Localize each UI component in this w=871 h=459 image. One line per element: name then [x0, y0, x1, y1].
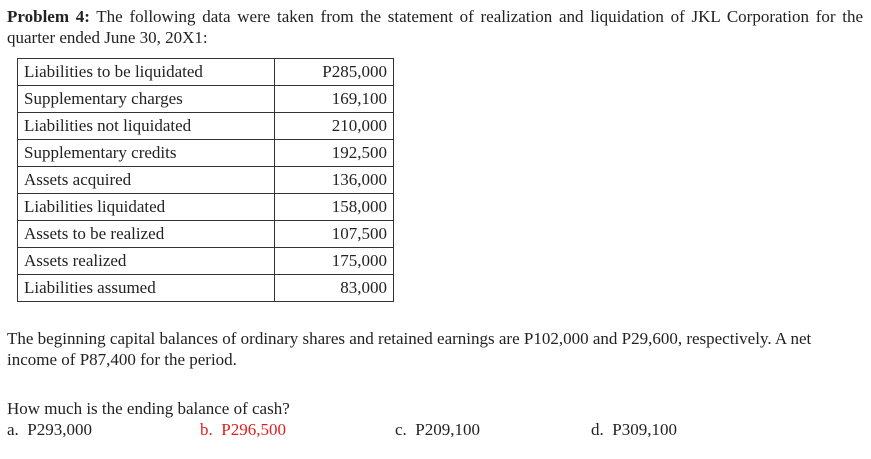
row-amount: 192,500: [275, 140, 394, 167]
table-row: [18, 275, 394, 302]
table-row: [18, 221, 394, 248]
row-item: Liabilities liquidated: [18, 194, 275, 221]
table-row: [18, 86, 394, 113]
row-item: Supplementary charges: [18, 86, 275, 113]
choice-value: P293,000: [27, 420, 93, 439]
row-amount: 169,100: [275, 86, 394, 113]
table-row: [18, 167, 394, 194]
row-amount: 158,000: [275, 194, 394, 221]
row-item: Supplementary credits: [18, 140, 275, 167]
choice-letter: d.: [591, 420, 604, 439]
choice-a[interactable]: [7, 419, 92, 440]
choice-value: P296,500: [221, 420, 286, 439]
row-amount: 136,000: [275, 167, 394, 194]
choice-d[interactable]: [591, 419, 677, 440]
problem-label: Problem 4:: [7, 7, 90, 26]
choice-c[interactable]: [395, 419, 480, 440]
question-text: How much is the ending balance of cash?: [7, 399, 290, 418]
choice-letter: a.: [7, 420, 19, 439]
row-amount: 107,500: [275, 221, 394, 248]
row-amount: P285,000: [275, 59, 394, 86]
row-item: Assets to be realized: [18, 221, 275, 248]
row-item: Liabilities not liquidated: [18, 113, 275, 140]
row-amount: 210,000: [275, 113, 394, 140]
capital-info-text: The beginning capital balances of ordinary shares and retained earnings are P102,000 and P29,600, respectively. A net income of P87,400 for the period.: [7, 329, 812, 369]
row-amount: 175,000: [275, 248, 394, 275]
choice-letter: c.: [395, 420, 407, 439]
choice-letter: b.: [200, 420, 213, 439]
row-item: Assets acquired: [18, 167, 275, 194]
choice-b[interactable]: [200, 419, 286, 440]
row-amount: 83,000: [275, 275, 394, 302]
table-row: [18, 59, 394, 86]
row-item: Liabilities assumed: [18, 275, 275, 302]
table-row: [18, 248, 394, 275]
table-row: [18, 140, 394, 167]
choice-value: P209,100: [415, 420, 481, 439]
data-table: [17, 58, 394, 302]
row-item: Assets realized: [18, 248, 275, 275]
row-item: Liabilities to be liquidated: [18, 59, 275, 86]
problem-statement: [7, 6, 863, 48]
table-row: [18, 113, 394, 140]
choice-value: P309,100: [612, 420, 677, 439]
problem-text: The following data were taken from the statement of realization and liquidation of JKL Corporation for the quarter ended June 30, 20X1:: [7, 7, 863, 47]
table-row: [18, 194, 394, 221]
